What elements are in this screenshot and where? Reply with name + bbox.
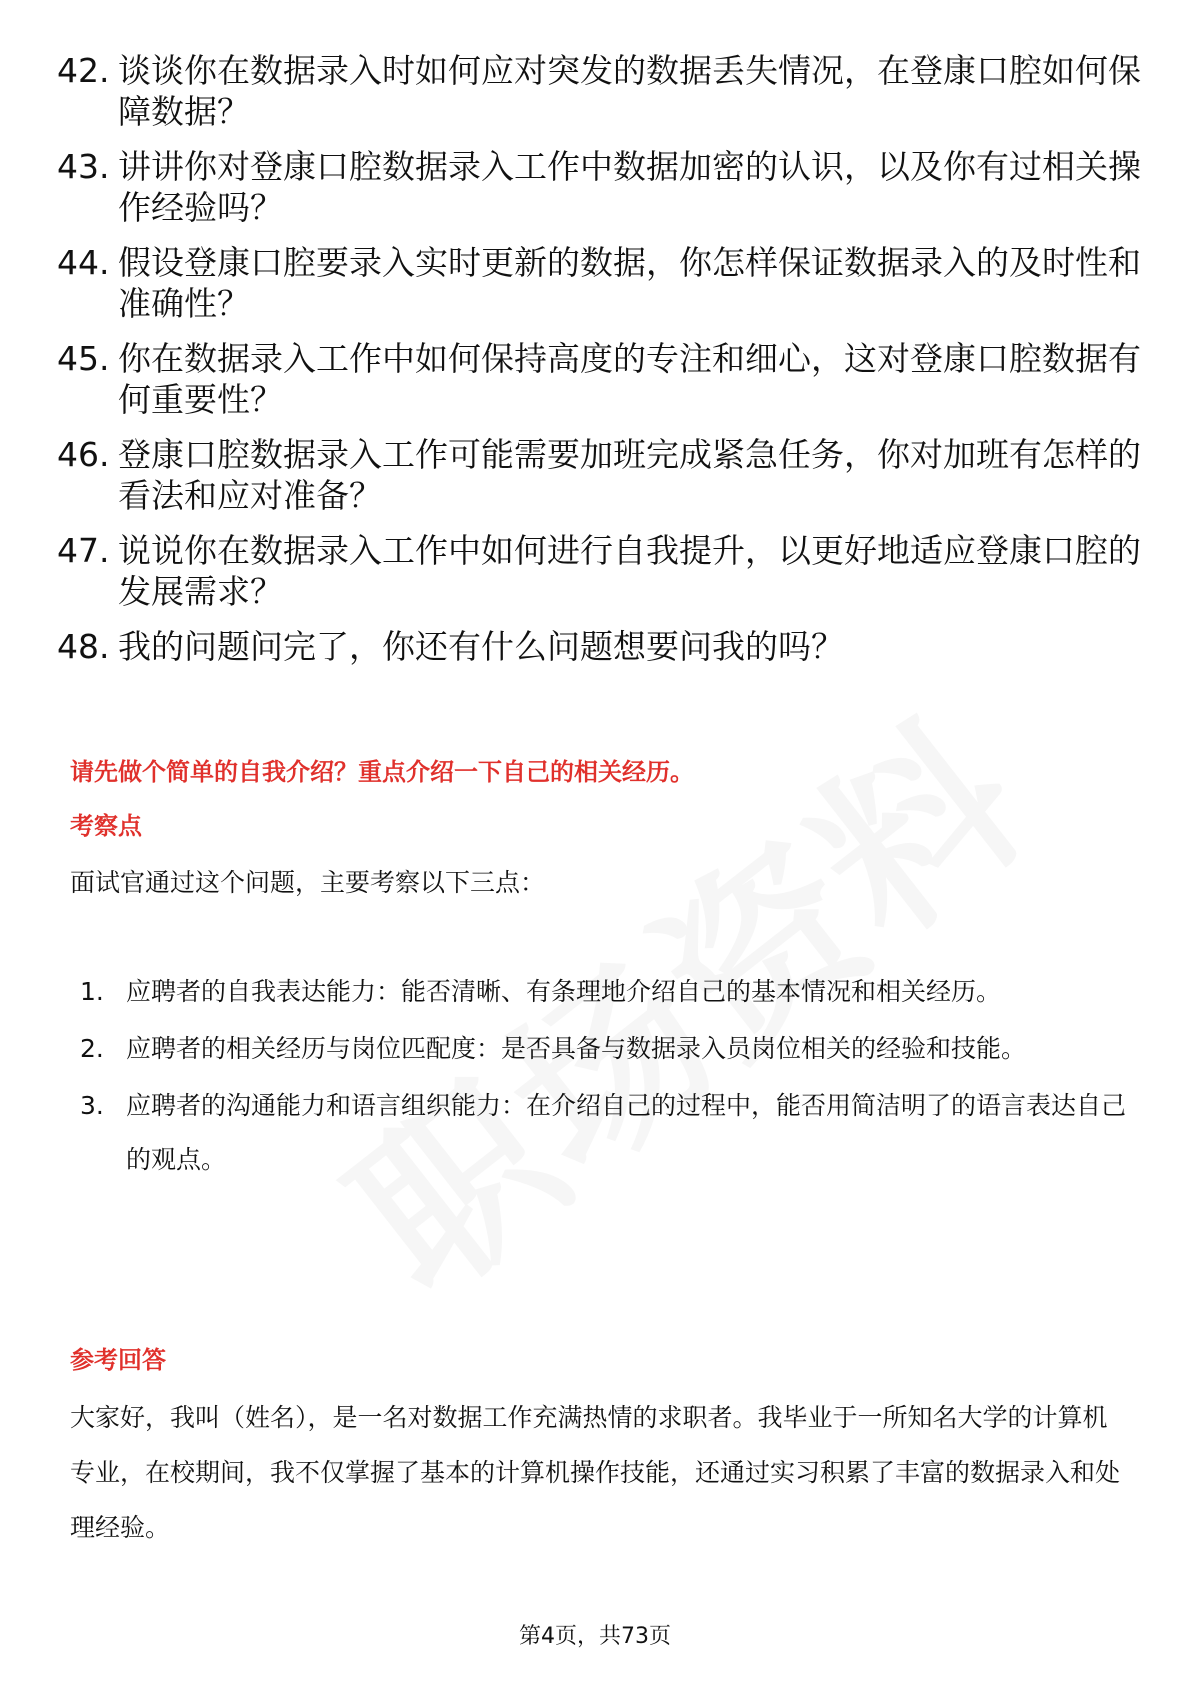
- page-number: 第4页，共73页: [519, 1624, 671, 1649]
- focus-heading: 考察点: [70, 812, 142, 840]
- list-item: [57, 146, 1147, 228]
- focus-intro: 面试官通过这个问题，主要考察以下三点：: [70, 868, 546, 897]
- question-text: 谈谈你在数据录入时如何应对突发的数据丢失情况，在登康口腔如何保障数据？: [118, 51, 1141, 131]
- question-text: 登康口腔数据录入工作可能需要加班完成紧急任务，你对加班有怎样的看法和应对准备？: [118, 435, 1141, 515]
- list-item: [80, 1022, 1140, 1076]
- point-text: 应聘者的自我表达能力：能否清晰、有条理地介绍自己的基本情况和相关经历。: [126, 977, 1002, 1006]
- question-text: 假设登康口腔要录入实时更新的数据，你怎样保证数据录入的及时性和准确性？: [118, 243, 1141, 323]
- point-number: 3.: [80, 1091, 104, 1120]
- list-item: [57, 242, 1147, 324]
- list-item: [80, 965, 1140, 1019]
- list-item: [57, 338, 1147, 420]
- question-number: 48.: [57, 627, 110, 666]
- list-item: [57, 530, 1147, 612]
- point-text: 应聘者的沟通能力和语言组织能力：在介绍自己的过程中，能否用简洁明了的语言表达自己的观点。: [126, 1091, 1127, 1174]
- list-item: [57, 50, 1147, 132]
- answer-heading: 参考回答: [70, 1346, 166, 1374]
- question-number: 47.: [57, 531, 110, 570]
- interview-question-title: 请先做个简单的自我介绍？重点介绍一下自己的相关经历。: [70, 758, 694, 786]
- point-number: 2.: [80, 1034, 104, 1063]
- list-item: [80, 1079, 1140, 1187]
- answer-text: 大家好，我叫（姓名），是一名对数据工作充满热情的求职者。我毕业于一所知名大学的计算机专业，在校期间，我不仅掌握了基本的计算机操作技能，还通过实习积累了丰富的数据录入和处理经验。: [70, 1403, 1121, 1542]
- point-number: 1.: [80, 977, 104, 1006]
- question-list: [57, 50, 1147, 681]
- question-number: 43.: [57, 147, 110, 186]
- question-text: 你在数据录入工作中如何保持高度的专注和细心，这对登康口腔数据有何重要性？: [118, 339, 1141, 419]
- question-number: 45.: [57, 339, 110, 378]
- question-number: 42.: [57, 51, 110, 90]
- question-text: 讲讲你对登康口腔数据录入工作中数据加密的认识，以及你有过相关操作经验吗？: [118, 147, 1141, 227]
- question-text: 我的问题问完了，你还有什么问题想要问我的吗？: [118, 627, 844, 666]
- question-text: 说说你在数据录入工作中如何进行自我提升，以更好地适应登康口腔的发展需求？: [118, 531, 1141, 611]
- list-item: [57, 626, 1147, 667]
- point-text: 应聘者的相关经历与岗位匹配度：是否具备与数据录入员岗位相关的经验和技能。: [126, 1034, 1027, 1063]
- list-item: [57, 434, 1147, 516]
- focus-point-list: [80, 965, 1140, 1190]
- question-number: 44.: [57, 243, 110, 282]
- question-number: 46.: [57, 435, 110, 474]
